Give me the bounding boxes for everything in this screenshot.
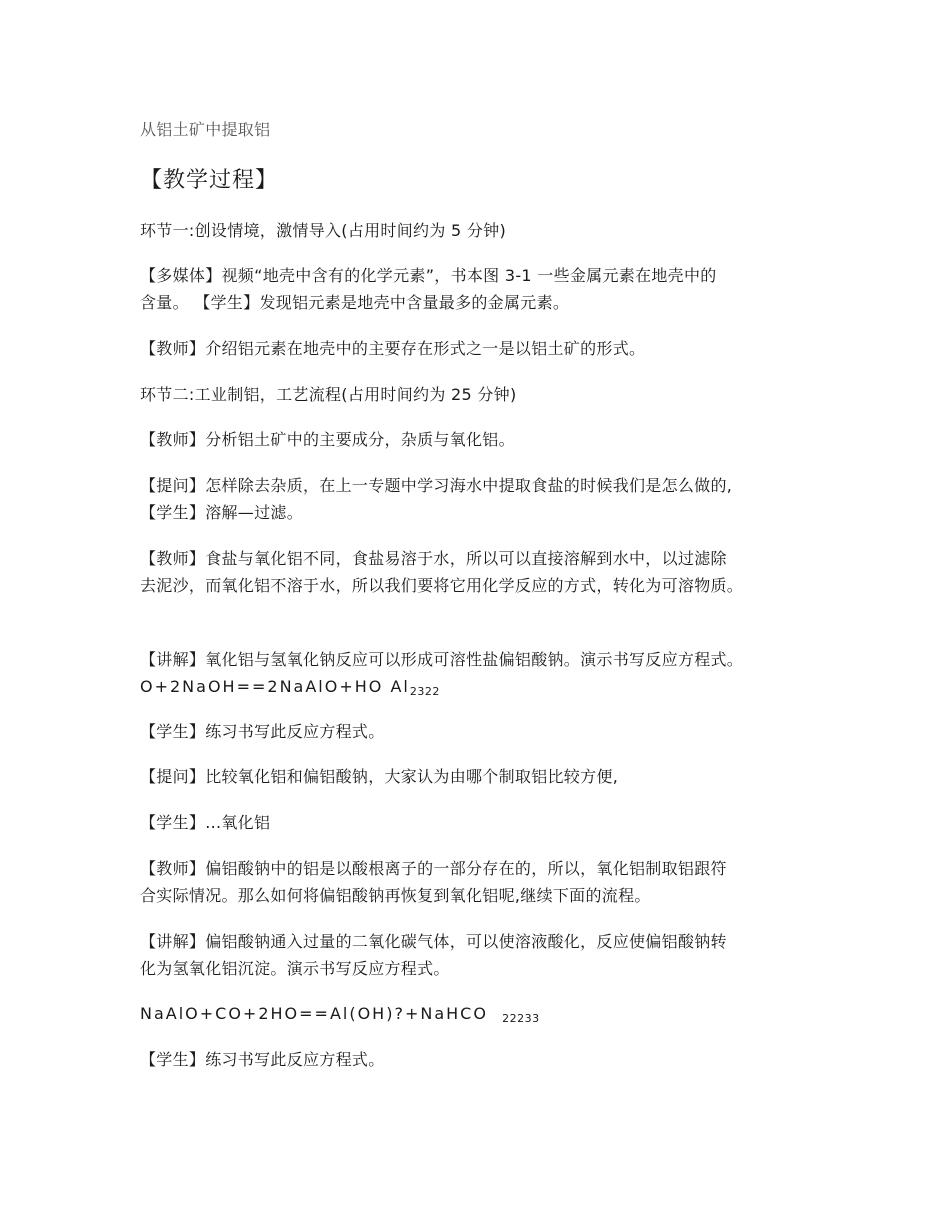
document-subtitle: 从铝土矿中提取铝 xyxy=(140,120,271,139)
paragraph-line: 化为氢氧化铝沉淀。演示书写反应方程式。 xyxy=(140,959,450,978)
paragraph-line: 合实际情况。那么如何将偏铝酸钠再恢复到氧化铝呢,继续下面的流程。 xyxy=(140,886,651,905)
paragraph-line: 【学生】练习书写此反应方程式。 xyxy=(140,1050,385,1069)
paragraph-line: 【讲解】偏铝酸钠通入过量的二氧化碳气体，可以使溶液酸化，反应使偏铝酸钠转 xyxy=(140,932,727,951)
paragraph-line: 【教师】介绍铝元素在地壳中的主要存在形式之一是以铝土矿的形式。 xyxy=(140,339,646,358)
paragraph-line: 环节一:创设情境，激情导入(占用时间约为 5 分钟) xyxy=(140,221,507,240)
paragraph-line: 【教师】食盐与氧化铝不同，食盐易溶于水，所以可以直接溶解到水中，以过滤除 xyxy=(140,549,727,568)
paragraph-line: 【多媒体】视频“地壳中含有的化学元素”，书本图 3-1 一些金属元素在地壳中的 xyxy=(140,266,717,285)
paragraph-line: 去泥沙，而氧化铝不溶于水，所以我们要将它用化学反应的方式，转化为可溶物质。 xyxy=(140,576,744,595)
paragraph-line: 【提问】怎样除去杂质，在上一专题中学习海水中提取食盐的时候我们是怎么做的, xyxy=(140,476,733,495)
paragraph-line: 【讲解】氧化铝与氢氧化钠反应可以形成可溶性盐偏铝酸钠。演示书写反应方程式。 xyxy=(140,650,744,669)
paragraph-line: 【学生】练习书写此反应方程式。 xyxy=(140,722,385,741)
paragraph-line: 含量。 【学生】发现铝元素是地壳中含量最多的金属元素。 xyxy=(140,293,570,312)
paragraph-line: 【学生】...氧化铝 xyxy=(140,813,271,832)
section-heading: 【教学过程】 xyxy=(140,168,279,193)
equation-1-subscripts: 2322 xyxy=(409,685,440,698)
paragraph-line: 【提问】比较氧化铝和偏铝酸钠，大家认为由哪个制取铝比较方便, xyxy=(140,767,619,786)
paragraph-line: 环节二:工业制铝，工艺流程(占用时间约为 25 分钟) xyxy=(140,385,517,404)
equation-2-main: NaAlO+CO+2HO==Al(OH)?+NaHCO xyxy=(140,1004,488,1023)
equation-2-subscripts: 22233 xyxy=(502,1012,540,1025)
chemical-equation-2 xyxy=(140,1004,540,1026)
chemical-equation-1 xyxy=(140,677,440,699)
paragraph-line: 【教师】分析铝土矿中的主要成分，杂质与氧化铝。 xyxy=(140,430,515,449)
equation-1-main: O+2NaOH==2NaAlO+HO Al xyxy=(140,677,410,696)
paragraph-line: 【学生】溶解—过滤。 xyxy=(140,503,304,522)
paragraph-line: 【教师】偏铝酸钠中的铝是以酸根离子的一部分存在的，所以，氧化铝制取铝跟符 xyxy=(140,859,727,878)
